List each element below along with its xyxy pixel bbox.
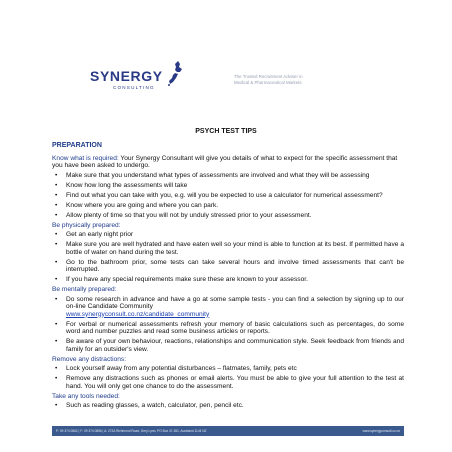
bullet-list: [52, 231, 404, 284]
list-item: [52, 192, 404, 200]
list-item-text: Know how long the assessments will take: [66, 181, 188, 189]
list-item: [52, 202, 404, 210]
section-intro: Your Synergy Consultant will give you details of what to expect for the specific assessment that you have been asked to undergo.: [52, 154, 398, 169]
list-item: [52, 172, 404, 180]
bullet-icon: •: [55, 320, 58, 328]
bullet-icon: •: [55, 338, 58, 345]
footer-website[interactable]: www.synergyconsult.co.nz: [362, 429, 400, 433]
section-intro-line: [52, 222, 404, 230]
bullet-icon: •: [55, 365, 58, 372]
tagline-line-2: Medical & Pharmaceutical Markets: [234, 80, 302, 85]
document-title: PSYCH TEST TIPS: [195, 128, 257, 135]
list-item-text: Go to the bathroom prior, some tests can take several hours and involve timed assessments that can't be interrupted.: [66, 258, 404, 273]
section-mentally-prepared: [52, 286, 404, 353]
bullet-icon: •: [55, 375, 58, 382]
list-item-text: Make sure you are well hydrated and have eaten well so your mind is able to function at its best. If permitted have a bottle of water on hand during the test.: [66, 241, 404, 256]
section-label: Be physically prepared:: [52, 221, 121, 229]
document-body: [52, 142, 404, 412]
bullet-icon: •: [55, 402, 58, 409]
bullet-list: [52, 172, 404, 220]
section-label: Take any tools needed:: [52, 392, 120, 400]
nz-map-icon: [166, 60, 188, 86]
list-item-text: Lock yourself away from any potential disturbances – flatmates, family, pets etc: [66, 365, 297, 372]
section-label: Know what is required:: [52, 154, 119, 162]
candidate-community-link[interactable]: www.synergyconsult.co.nz/candidate_community: [66, 310, 210, 318]
bullet-list: [52, 402, 404, 410]
section-know-required: [52, 155, 404, 220]
bullet-icon: •: [55, 211, 58, 219]
list-item-text: For verbal or numerical assessments refresh your memory of basic calculations such as percentages, do some word and number puzzles and read some business articles or reports.: [66, 320, 404, 335]
list-item-text: Be aware of your own behaviour, reactions, relationships and communication style. Seek feedback from friends and family for an outsider's view.: [66, 338, 404, 353]
section-label: Be mentally prepared:: [52, 286, 117, 293]
bullet-icon: •: [55, 191, 58, 199]
bullet-list: [52, 365, 404, 390]
footer-bar: [52, 426, 404, 436]
bullet-icon: •: [55, 201, 58, 209]
list-item-text: Get an early night prior: [66, 231, 134, 238]
bullet-list: [52, 296, 404, 354]
list-item-text: Do some research in advance and have a go at some sample tests - you can find a selection by signing up to our on-line Candidate Community: [66, 295, 404, 310]
section-intro-line: [52, 155, 404, 170]
list-item: [52, 241, 404, 256]
list-item: [52, 338, 404, 353]
section-intro-line: [52, 393, 404, 401]
list-item: [52, 321, 404, 336]
section-physically-prepared: [52, 222, 404, 284]
list-item: [52, 402, 404, 410]
bullet-icon: •: [55, 231, 58, 238]
section-remove-distractions: [52, 356, 404, 391]
bullet-icon: •: [55, 241, 58, 248]
list-item: [52, 259, 404, 274]
list-item-text: Know where you are going and where you can park.: [66, 201, 219, 209]
list-item: [52, 276, 404, 284]
list-item: [52, 375, 404, 390]
list-item-text: If you have any special requirements make sure these are known to your assessor.: [66, 276, 308, 283]
section-label: Remove any distractions:: [52, 355, 127, 363]
section-tools-needed: [52, 393, 404, 410]
footer-contact: P: 09 374 0862 | F: 09 374 0856 | A: 272A Richmond Road, Grey Lynn, PO Box 47-351, Auckland 1144 NZ: [56, 429, 207, 433]
logo-wordmark: SYNERGY: [90, 68, 163, 84]
section-intro-line: [52, 286, 404, 294]
list-item-text: Such as reading glasses, a watch, calculator, pen, pencil etc.: [66, 402, 244, 409]
list-item: [52, 365, 404, 373]
list-item-text: Make sure that you understand what types of assessments are involved and what they will be assessing: [66, 171, 370, 179]
synergy-logo: [78, 58, 198, 98]
section-intro-line: [52, 356, 404, 364]
bullet-icon: •: [55, 295, 58, 303]
list-item: [52, 231, 404, 239]
list-item: [52, 182, 404, 190]
preparation-heading: PREPARATION: [52, 142, 102, 149]
bullet-icon: •: [55, 171, 58, 179]
logo-subtitle: CONSULTING: [113, 85, 155, 90]
list-item: [52, 296, 404, 319]
company-tagline: [234, 74, 384, 86]
bullet-icon: •: [55, 276, 58, 283]
bullet-icon: •: [55, 258, 58, 266]
tagline-line-1: The Trusted Recruitment Adviser in: [234, 74, 303, 79]
list-item: [52, 212, 404, 220]
list-item-text: Remove any distractions such as phones or email alerts. You must be able to give your full attention to the test at hand. You will only get one chance to do the assessment.: [66, 375, 404, 390]
bullet-icon: •: [55, 181, 58, 189]
list-item-text: Find out what you can take with you, e.g. will you be expected to use a calculator for numerical assessment?: [66, 191, 383, 199]
list-item-text: Allow plenty of time so that you will not by unduly stressed prior to your assessment.: [66, 211, 312, 219]
